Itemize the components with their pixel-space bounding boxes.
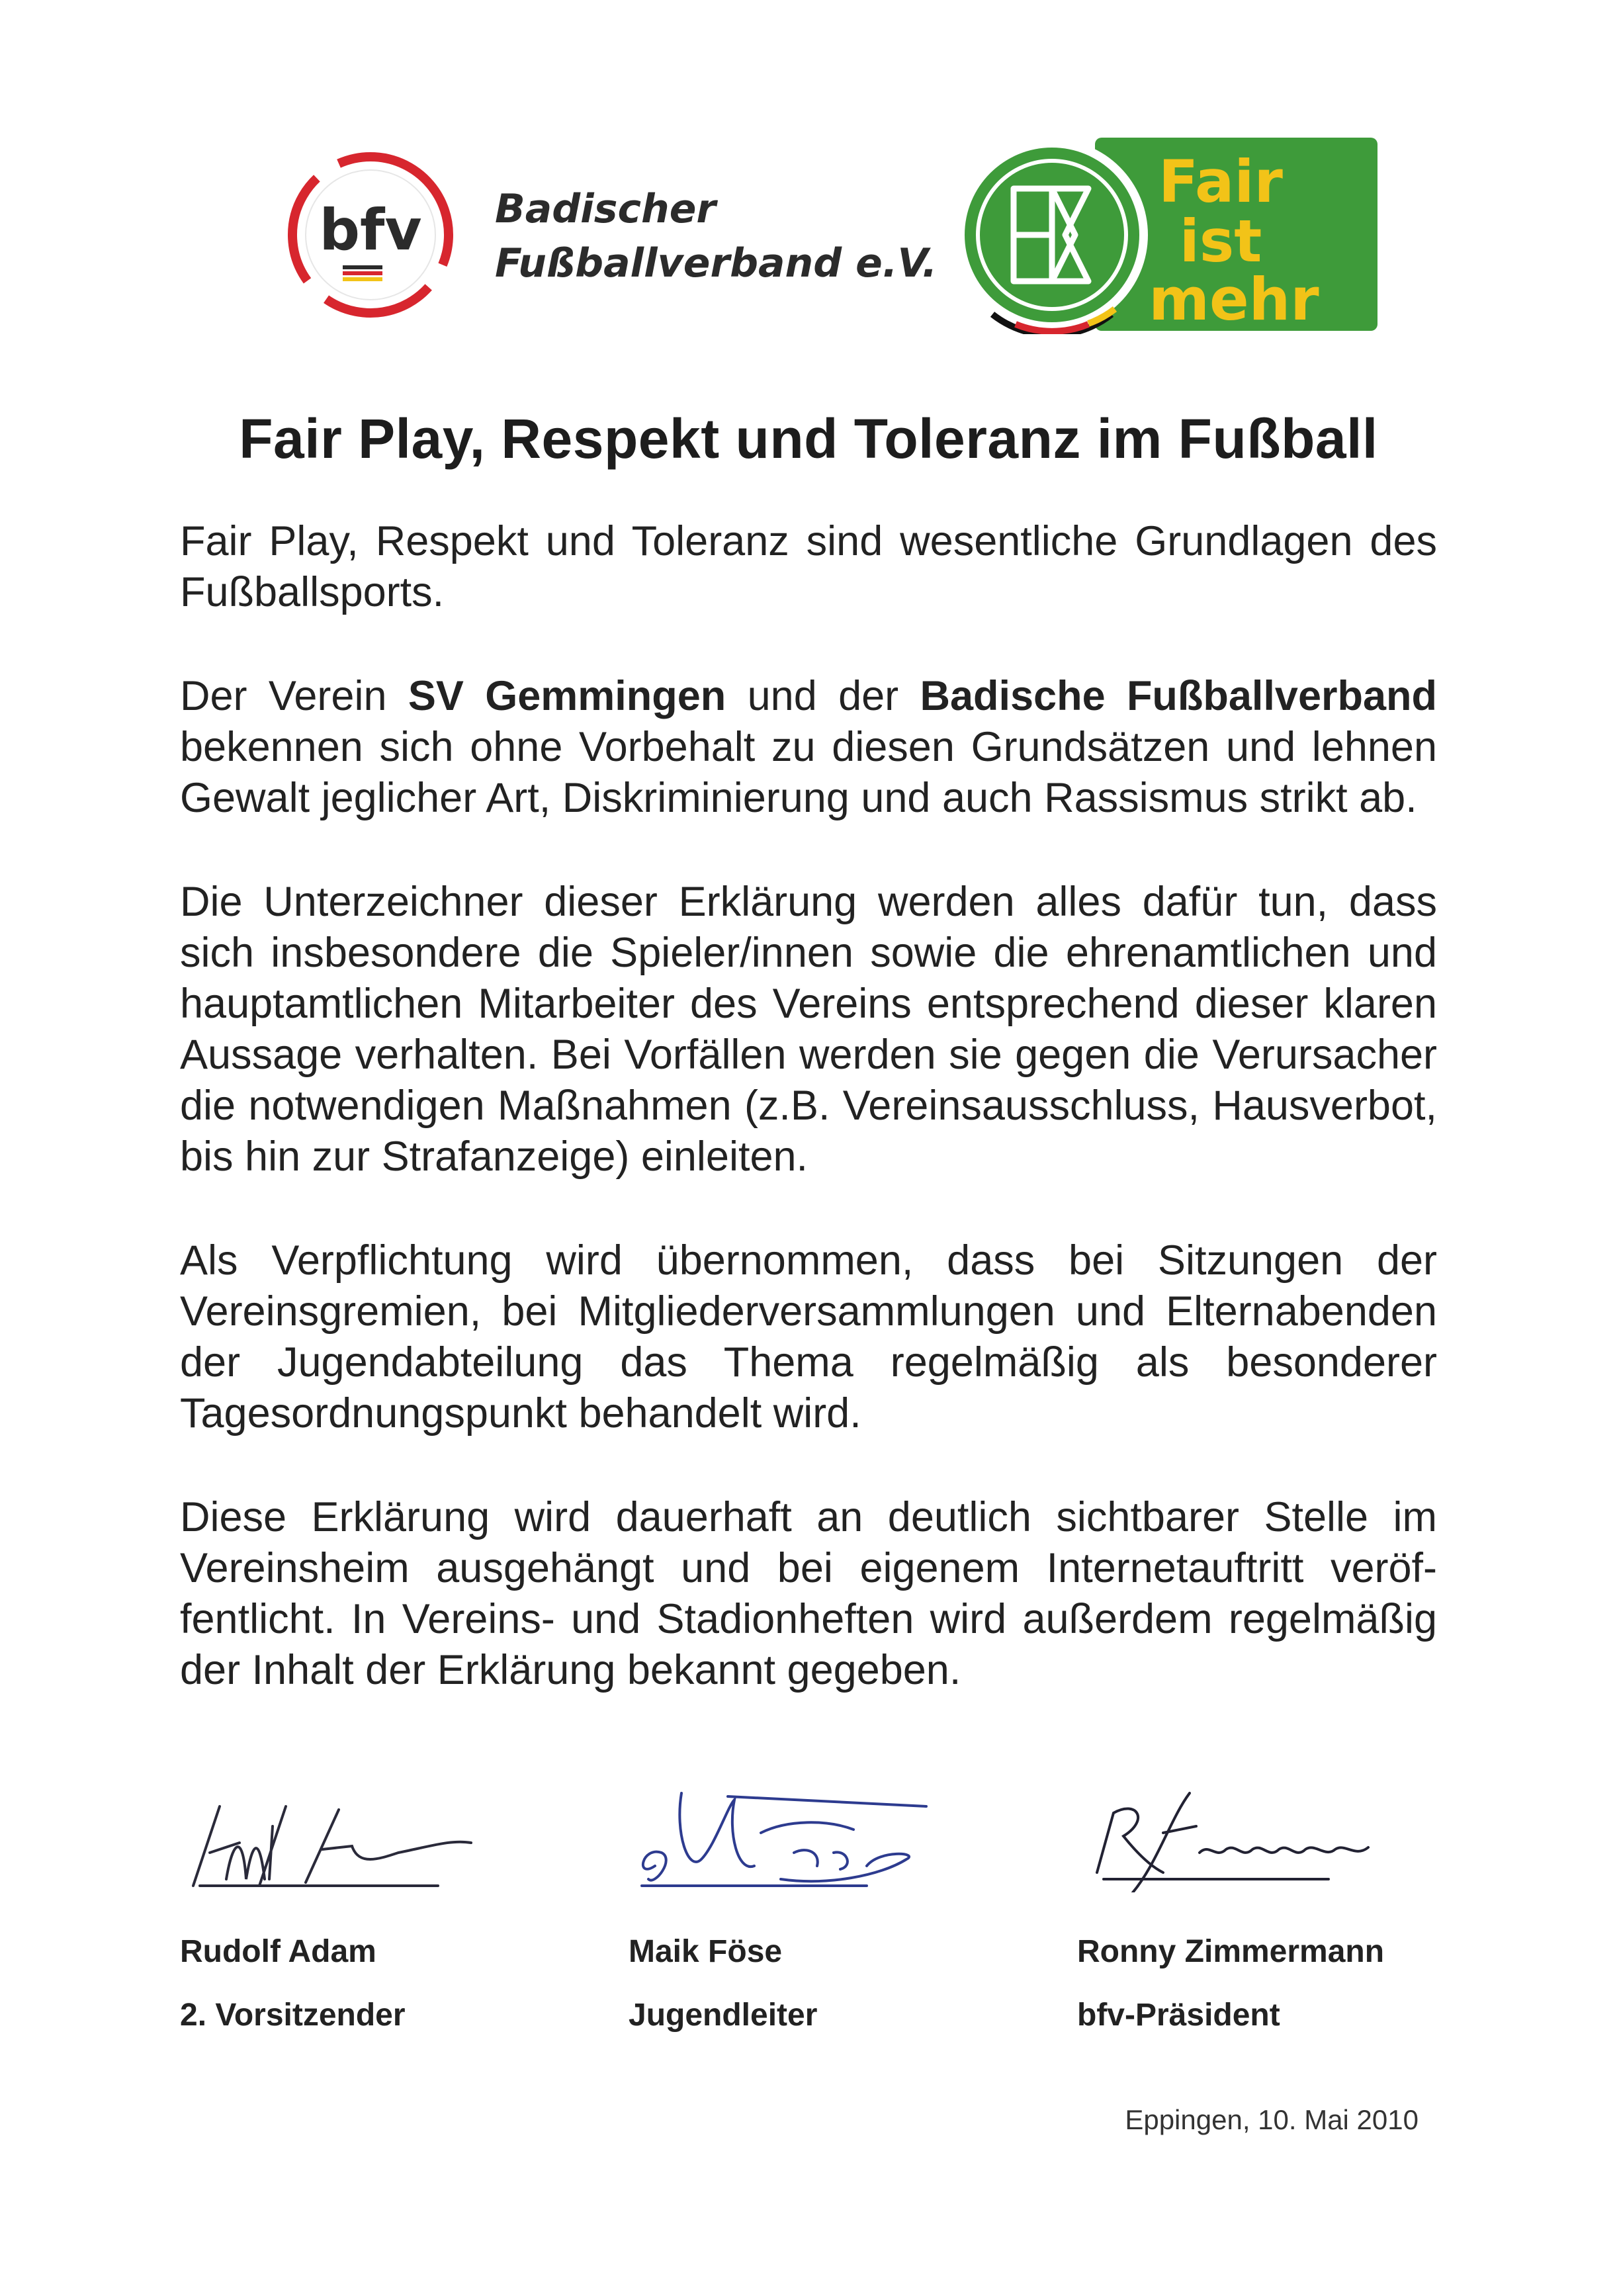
signature-ronny-zimmermann — [1077, 1780, 1381, 1892]
dfb-fair-ist-mehr-logo — [953, 136, 1379, 334]
paragraph-3: Die Unterzeichner dieser Erklärung werden alles dafür tun, dass sich insbesondere die Spieler/innen sowie die ehrenamtlichen und hauptamtlichen Mitarbeiter des Vereins entsprechend dieser klaren Aussage verhalten. Bei Vorfällen werden sie gegen die Verursacher die notwendigen Maßnahmen (z.B. Vereinsausschluss, Hausverbot, bis hin zur Strafanzeige) einleiten. — [180, 879, 1437, 1180]
signature-block-2 — [629, 1780, 973, 2035]
paragraph-2-text-1: Der Verein — [180, 673, 408, 719]
slogan-ist: ist — [1179, 207, 1262, 275]
signatory-role: 2. Vorsitzender — [180, 1998, 406, 2033]
signatory-name: Ronny Zimmermann — [1077, 1934, 1385, 1969]
signatory-role: bfv-Präsident — [1077, 1998, 1280, 2033]
club-name: SV Gemmingen — [408, 673, 726, 719]
signature-block-3 — [1077, 1780, 1421, 2035]
slogan-mehr: mehr — [1149, 265, 1319, 333]
paragraph-4: Als Verpflichtung wird übernommen, dass bei Sitzungen der Vereinsgremien, bei Mitgliederversammlungen und Elternabenden der Jugendabteilung das Thema regelmäßig als besonderer Tagesordnungspunkt behandelt wird. — [180, 1237, 1437, 1436]
bfv-logo — [271, 136, 470, 334]
signature-block-1 — [180, 1780, 524, 2035]
page-title: Fair Play, Respekt und Toleranz im Fußball — [239, 408, 1378, 470]
paragraph-2-text-3: bekennen sich ohne Vorbehalt zu diesen Grundsätzen und lehnen Gewalt jeglicher Art, Diskriminierung und auch Rassismus strikt ab. — [180, 724, 1437, 821]
signature-rudolf-adam — [180, 1780, 484, 1892]
declaration-body — [180, 516, 1437, 1749]
signatory-name: Maik Föse — [629, 1934, 783, 1969]
bfv-logo-text: bfv — [319, 197, 422, 263]
signatory-name: Rudolf Adam — [180, 1934, 376, 1969]
place-date: Eppingen, 10. Mai 2010 — [1125, 2104, 1419, 2135]
bfv-name-line1: Badischer — [495, 186, 717, 232]
paragraph-5: Diese Erklärung wird dauerhaft an deutlich sichtbarer Stelle im Vereinsheim ausgehängt und bei eigenem Internetauftritt veröffentlicht. In Vereins- und Stadionheften wird außerdem regelmäßig der Inhalt der Erklärung bekannt gegeben. — [180, 1494, 1437, 1693]
paragraph-2 — [180, 671, 1437, 824]
paragraph-1: Fair Play, Respekt und Toleranz sind wesentliche Grundlagen des Fußballsports. — [180, 518, 1437, 615]
signature-maik-foese — [629, 1780, 933, 1892]
bfv-name-line2: Fußballverband e.V. — [495, 240, 938, 287]
slogan-fair: Fair — [1158, 148, 1283, 216]
signatory-role: Jugendleiter — [629, 1998, 818, 2033]
bfv-name — [495, 182, 937, 290]
association-name: Badische Fußballverband — [920, 673, 1437, 719]
paragraph-2-text-2: und der — [726, 673, 920, 719]
